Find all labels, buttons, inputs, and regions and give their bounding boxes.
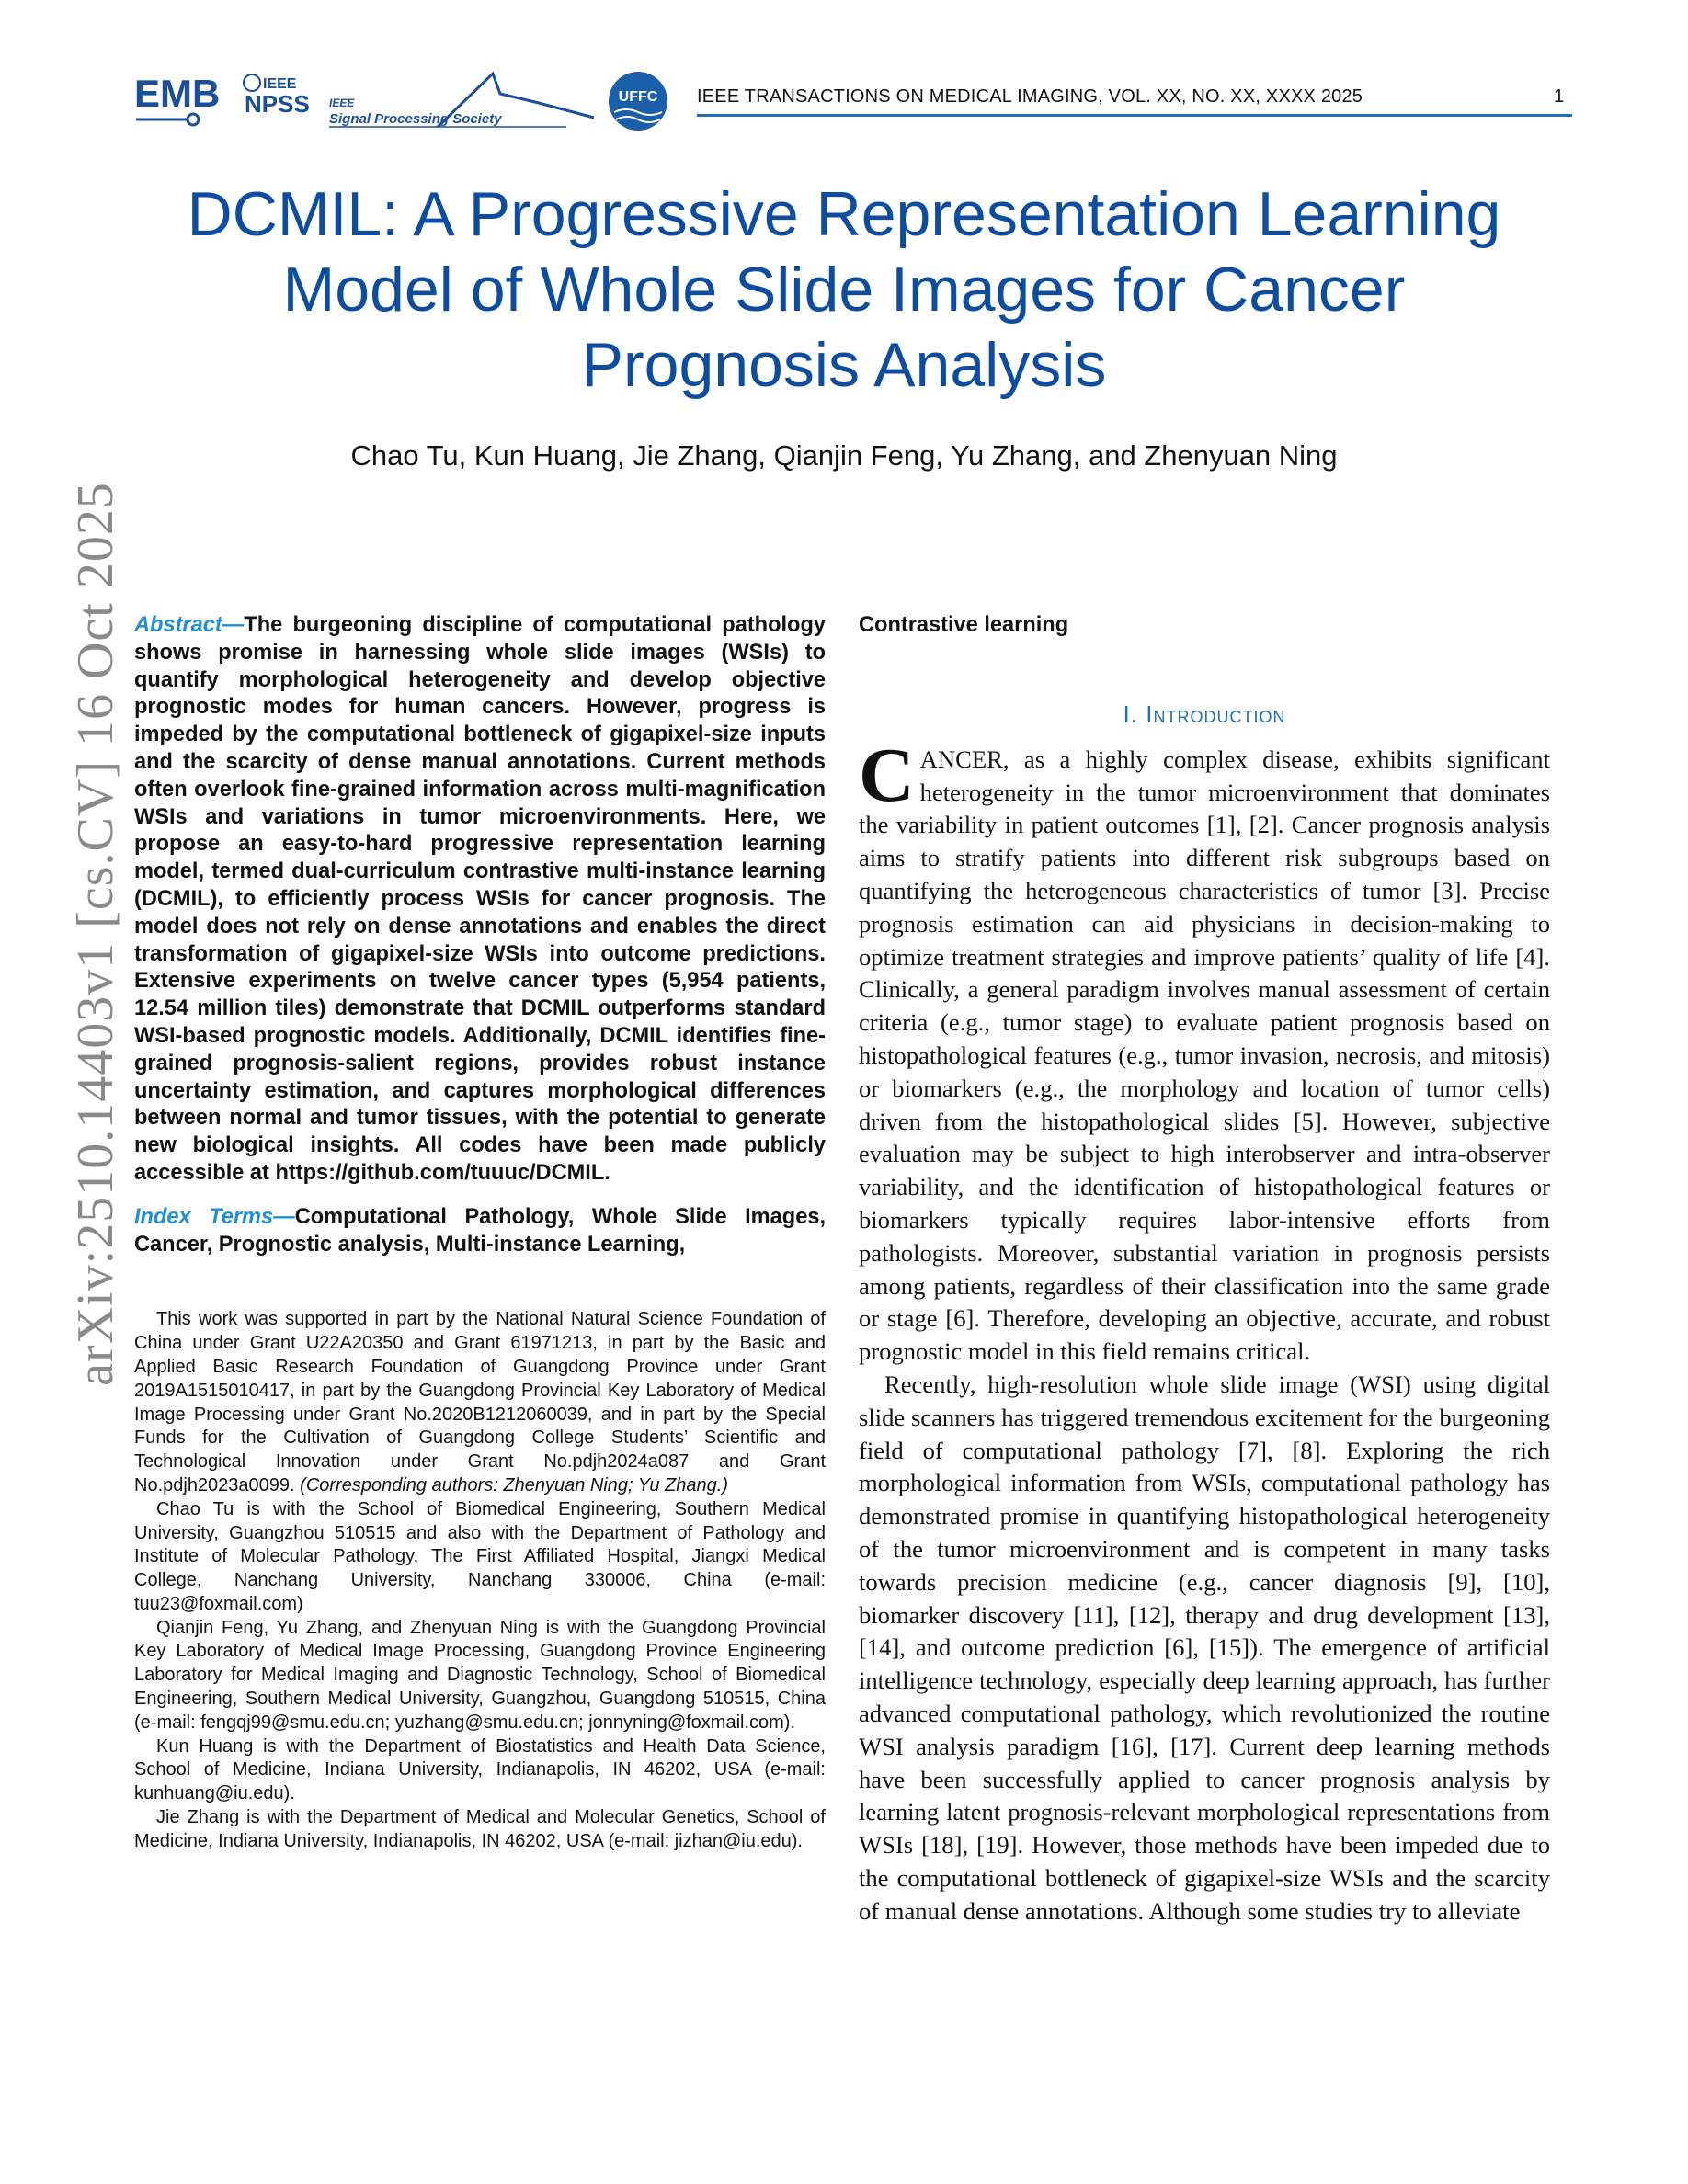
sps-ieee-text: IEEE [329,97,355,109]
intro-paragraph-1 [859,732,1550,1369]
uffc-text: UFFC [618,89,658,105]
affiliation-1: Chao Tu is with the School of Biomedical Engineering, Southern Medical University, Guangzhou 510515 and also with the Department of Pathology and Institute of Molecular Pathology, The First Affiliated Hospital, Jiangxi Medical College, Nanchang University, Nanchang 330006, China (e-mail: tuu23@foxmail.com) [134,1498,826,1614]
funding-text: This work was supported in part by the National Natural Science Foundation of China under Grant U22A20350 and Grant 61971213, in part by the Basic and Applied Basic Research Foundation of Guangdong Province under Grant 2019A1515010417, in part by the Guangdong Provincial Key Laboratory of Medical Image Processing under Grant No.2020B1212060039, and in part by the Special Funds for the Cultivation of Guangdong College Students’ Scientific and Technological Innovation under Grant No.pdjh2024a087 and Grant No.pdjh2023a0099. [134,1309,826,1496]
intro-paragraph-1-text: , as a highly complex disease, exhibits significant heterogeneity in the tumor microenvironment that dominates the variability in patient outcomes [1], [2]. Cancer prognosis analysis aims to stratify patients into different risk subgroups based on quantifying the heterogeneous characteristics of tumor [3]. Precise prognosis estimation can aid physicians in decision-making to optimize treatment strategies and improve patients’ quality of life [4]. Clinically, a general paradigm involves manual assessment of certain criteria (e.g., tumor stage) to evaluate patient prognosis based on histopathological features (e.g., tumor invasion, necrosis, and mitosis) or biomarkers (e.g., the morphology and location of tumor cells) driven from the histopathological slides [5]. However, subjective evaluation may be subject to high interobserver and intra-observer variability, and the identification of histopathological features or biomarkers typically requires labor-intensive efforts from pathologists. Moreover, substantial variation in prognosis persists among patients, regardless of their classification into the same grade or stage [6]. Therefore, developing an objective, accurate, and robust prognostic model in this field remains critical. [859,745,1550,1366]
section-number: I. [1123,700,1138,728]
signal-processing-society-logo [329,74,594,127]
author-list: Chao Tu, Kun Huang, Jie Zhang, Qianjin Feng, Yu Zhang, and Zhenyuan Ning [350,439,1338,472]
affiliation-3: Kun Huang is with the Department of Biostatistics and Health Data Science, School of Medicine, Indiana University, Indianapolis, IN 46202, USA (e-mail: kunhuang@iu.edu). [134,1735,826,1804]
affiliation-2: Qianjin Feng, Yu Zhang, and Zhenyuan Ning is with the Guangdong Provincial Key Laboratory of Medical Image Processing, Guangdong Province Engineering Laboratory for Medical Imaging and Diagnostic Technology, School of Biomedical Engineering, Southern Medical University, Guangzhou, Guangdong 510515, China (e-mail: fengqj99@smu.edu.cn; yuzhang@smu.edu.cn; jonnyning@foxmail.com). [134,1617,826,1733]
index-terms-label: Index Terms— [134,1204,295,1229]
page-number: 1 [1554,86,1565,107]
ieee-text: IEEE [263,76,297,92]
journal-header: IEEE TRANSACTIONS ON MEDICAL IMAGING, VOL. XX, NO. XX, XXXX 2025 [697,86,1363,107]
uffc-logo [609,72,667,131]
affiliation-4: Jie Zhang is with the Department of Medical and Molecular Genetics, School of Medicine, Indiana University, Indianapolis, IN 46202, USA (e-mail: jizhan@iu.edu). [134,1807,826,1851]
sps-name-text: Signal Processing Society [329,111,502,127]
section-title: Introduction [1146,700,1286,728]
index-terms-continued: Contrastive learning [859,613,1069,637]
logos-svg [134,66,677,136]
drop-cap-rest: ANCER [919,745,1003,773]
funding-note [134,1308,826,1497]
title-line-2: Model of Whole Slide Images for Cancer [282,255,1406,324]
header-rule [697,114,1572,117]
right-column [859,612,1550,1928]
left-column [134,612,826,1854]
abstract [134,612,826,1188]
section-heading [859,700,1550,729]
ieee-npss-logo [244,74,310,118]
index-terms-text: Computational Pathology, Whole Slide Images, Cancer, Prognostic analysis, Multi-instance Learning, [134,1204,826,1257]
title-line-3: Prognosis Analysis [581,330,1107,400]
title-line-1: DCMIL: A Progressive Representation Learning [187,179,1501,249]
footnotes [134,1308,826,1853]
abstract-text: The burgeoning discipline of computational pathology shows promise in harnessing whole slide images (WSIs) to quantify morphological heterogeneity and develop objective prognostic modes for human cancers. However, progress is impeded by the computational bottleneck of gigapixel-size inputs and the scarcity of dense manual annotations. Current methods often overlook fine-grained information across multi-magnification WSIs and variations in tumor microenvironments. Here, we propose an easy-to-hard progressive representation learning model, termed dual-curriculum contrastive multi-instance learning (DCMIL), to efficiently process WSIs for cancer prognosis. The model does not rely on dense annotations and enables the direct transformation of gigapixel-size WSIs into outcome predictions. Extensive experiments on twelve cancer types (5,954 patients, 12.54 million tiles) demonstrate that DCMIL outperforms standard WSI-based prognostic models. Additionally, DCMIL identifies fine-grained prognosis-salient regions, provides robust instance uncertainty estimation, and captures morphological differences between normal and tumor tissues, with the potential to generate new biological insights. All codes have been made publicly accessible at https://github.com/tuuuc/DCMIL. [134,613,826,1185]
emb-logo [134,72,220,125]
society-logos [134,66,677,136]
intro-paragraph-2: Recently, high-resolution whole slide image (WSI) using digital slide scanners has triggered tremendous excitement for the burgeoning field of computational pathology [7], [8]. Exploring the rich morphological information from WSIs, computational pathology has demonstrated promise in quantifying histopathological heterogeneity of the tumor microenvironment and is competent in many tasks towards precision medicine (e.g., cancer diagnosis [9], [10], biomarker discovery [11], [12], therapy and drug development [13], [14], and outcome prediction [6], [15]). The emergence of artificial intelligence technology, especially deep learning approach, has further advanced computational pathology, which revolutionized the routine WSI analysis paradigm [16], [17]. Current deep learning methods have been successfully applied to cancer prognosis analysis by learning latent prognosis-relevant morphological representations from WSIs [18], [19]. However, those methods have been impeded due to the computational bottleneck of gigapixel-size WSIs and the scarcity of manual dense annotations. Although some studies try to alleviate [859,1370,1550,1925]
paper-title [110,176,1578,403]
arxiv-identifier: arXiv:2510.14403v1 [cs.CV] 16 Oct 2025 [67,482,124,1386]
npss-text: NPSS [245,90,310,118]
corresponding-authors: (Corresponding authors: Zhenyuan Ning; Yu Zhang.) [300,1474,729,1496]
abstract-label: Abstract— [134,613,245,637]
emb-text: EMB [134,72,221,115]
index-terms [134,1204,826,1259]
drop-cap: C [859,732,915,818]
